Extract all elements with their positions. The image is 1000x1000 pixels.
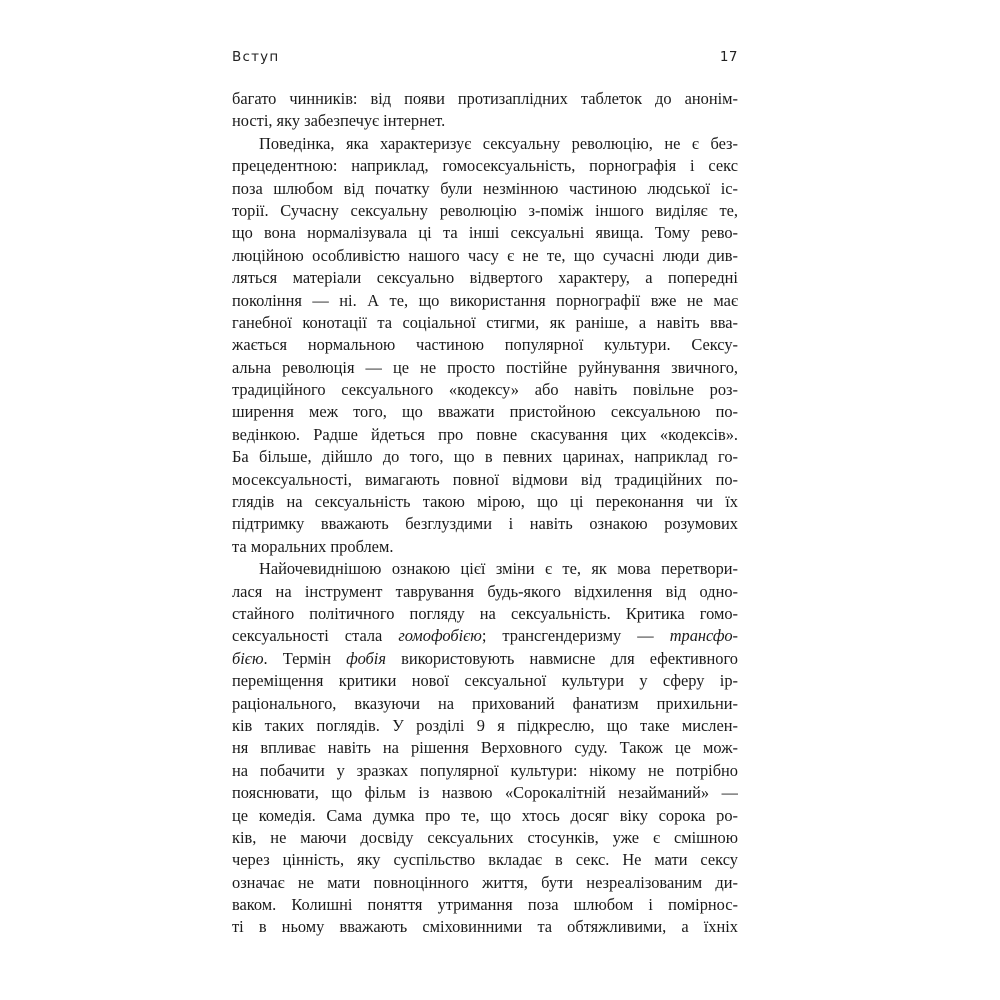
text-line (232, 357, 738, 379)
text-segment: поза шлюбом від початку були незмінною частиною людської іс- (232, 178, 738, 198)
text-segment: ведінкою. Радше йдеться про повне скасування цих «кодексів». (232, 424, 738, 444)
text-line (232, 536, 738, 558)
text-line (232, 581, 738, 603)
text-line (232, 603, 738, 625)
text-segment: означає не мати повноцінного життя, бути незреалізованим ди- (232, 872, 738, 892)
italic-term: фобія (346, 648, 386, 668)
text-line (232, 558, 738, 580)
text-segment: та моральних проблем. (232, 536, 394, 556)
text-segment: альна революція — це не просто постійне руйнування звичного, (232, 357, 738, 377)
text-segment: глядів на сексуальність такою мірою, що ці переконання чи їх (232, 492, 738, 512)
text-segment: Ба більше, дійшло до того, що в певних царинах, наприклад го- (232, 447, 738, 467)
text-segment: Поведінка, яка характеризує сексуальну революцію, не є без- (259, 133, 738, 153)
text-segment: сексуальності стала (232, 626, 399, 646)
text-segment: ширення меж того, що вважати пристойною сексуальною по- (232, 402, 738, 422)
text-segment: пояснювати, що фільм із назвою «Сорокалітній незайманий» — (232, 783, 738, 803)
text-line (232, 670, 738, 692)
text-line (232, 290, 738, 312)
text-segment: ті в ньому вважають сміховинними та обтяжливими, а їхніх (232, 917, 738, 937)
text-line (232, 648, 738, 670)
text-line (232, 805, 738, 827)
italic-term: трансфо- (669, 626, 738, 646)
text-line (232, 401, 738, 423)
text-segment: раціонального, вказуючи на прихований фанатизм прихильни- (232, 693, 738, 713)
text-line (232, 312, 738, 334)
text-line (232, 200, 738, 222)
text-segment: підтримку вважають безглуздими і навіть ознакою розумових (232, 514, 738, 534)
text-line (232, 491, 738, 513)
text-line (232, 155, 738, 177)
text-line (232, 894, 738, 916)
page-number: 17 (719, 49, 738, 65)
text-line (232, 178, 738, 200)
text-line (232, 827, 738, 849)
text-segment: прецедентною: наприклад, гомосексуальність, порнографія і секс (232, 156, 738, 176)
text-segment: ності, яку забезпечує інтернет. (232, 111, 446, 131)
text-line (232, 267, 738, 289)
text-line (232, 88, 738, 110)
text-line (232, 737, 738, 759)
text-line (232, 469, 738, 491)
text-line (232, 133, 738, 155)
text-segment: переміщення критики нової сексуальної культури у сферу ір- (232, 671, 738, 691)
text-line (232, 782, 738, 804)
text-segment: що вона нормалізувала ці та інші сексуальні явища. Тому рево- (232, 223, 738, 243)
text-line (232, 245, 738, 267)
text-segment: багато чинників: від появи протизаплідних таблеток до анонім- (232, 89, 738, 108)
text-segment: . Термін (263, 648, 347, 668)
text-segment: ків таких поглядів. У розділі 9 я підкреслю, що таке мислен- (232, 715, 738, 735)
text-line (232, 760, 738, 782)
text-line (232, 693, 738, 715)
text-segment: люційною особливістю нашого часу є не те, що сучасні люди див- (232, 245, 738, 265)
text-segment: лася на інструмент таврування будь-якого відхилення від одно- (232, 581, 738, 601)
text-segment: традиційного сексуального «кодексу» або навіть повільне роз- (232, 380, 738, 400)
text-segment: стайного політичного погляду на сексуальність. Критика гомо- (232, 603, 738, 623)
italic-term: бією (232, 648, 264, 668)
text-segment: Найочевиднішою ознакою цієї зміни є те, як мова перетвори- (259, 559, 738, 579)
text-line (232, 715, 738, 737)
running-header (232, 49, 738, 73)
text-segment: торії. Сучасну сексуальну революцію з-поміж іншого виділяє те, (232, 200, 738, 220)
text-segment: покоління — ні. А те, що використання порнографії вже не має (232, 290, 738, 310)
text-segment: використовують навмисне для ефективного (385, 648, 738, 668)
text-line (232, 872, 738, 894)
text-line (232, 625, 738, 647)
text-segment: через цінність, яку суспільство вкладає в секс. Не мати сексу (232, 850, 738, 870)
text-segment: ганебної конотації та соціальної стигми, як раніше, а навіть вва- (232, 312, 738, 332)
text-segment: ваком. Колишні поняття утримання поза шлюбом і помірнос- (232, 895, 738, 915)
text-line (232, 424, 738, 446)
text-segment: ; трансгендеризму — (481, 626, 670, 646)
text-segment: ня впливає навіть на рішення Верховного суду. Також це мож- (232, 738, 738, 758)
text-segment: ляться матеріали сексуально відвертого характеру, а попередні (232, 268, 738, 288)
text-segment: ків, не маючи досвіду сексуальних стосунків, уже є смішною (232, 827, 738, 847)
text-segment: на побачити у зразках популярної культури: нікому не потрібно (232, 760, 738, 780)
text-line (232, 849, 738, 871)
text-segment: це комедія. Сама думка про те, що хтось досяг віку сорока ро- (232, 805, 738, 825)
text-line (232, 334, 738, 356)
text-line (232, 513, 738, 535)
italic-term: гомофобією (398, 626, 482, 646)
text-line (232, 916, 738, 938)
text-line (232, 222, 738, 244)
text-segment: жається нормальною частиною популярної культури. Сексу- (232, 335, 738, 355)
text-line (232, 379, 738, 401)
text-line (232, 110, 738, 132)
text-line (232, 446, 738, 468)
text-segment: мосексуальності, вимагають повної відмови від традиційних по- (232, 469, 738, 489)
body-text (232, 88, 738, 939)
section-title: Вступ (232, 49, 280, 65)
